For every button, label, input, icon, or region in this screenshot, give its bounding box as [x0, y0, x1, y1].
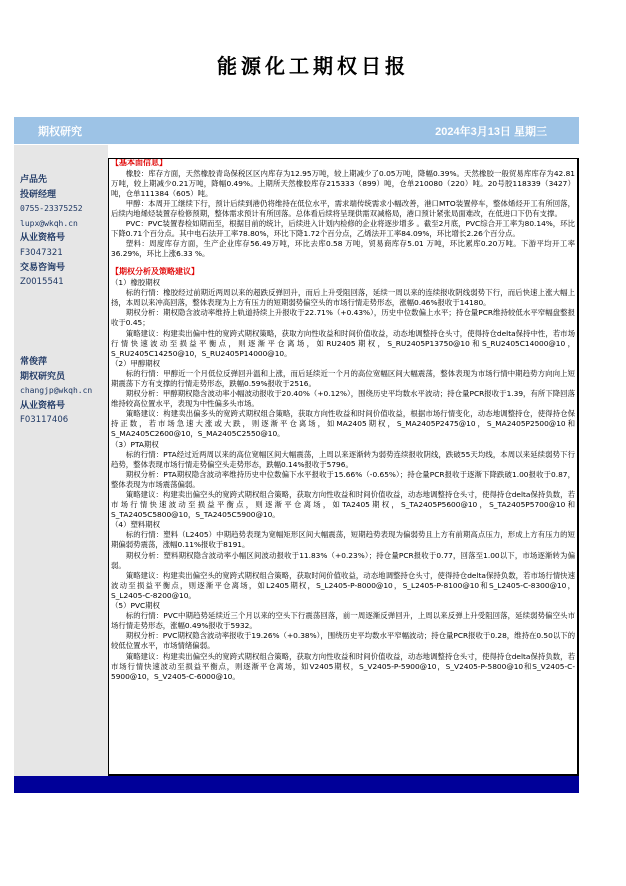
fundamentals-plastic: 塑料：周度库存方面，生产企业库存56.49万吨，环比去库0.58 万吨，贸易商库存5.01 万吨，环比累库0.20万吨。下游平均开工率36.29%，环比上涨6.33 %。: [111, 239, 575, 259]
consult-id: Z0015541: [20, 277, 64, 288]
market-text: 标的行情：橡胶经过前期近两周以来的超跌反弹回升，而后上升受阻回落，延续一周以来的连续报收阴线弱势下行，而后快速上涨大幅上扬，本周以来冲高回落，整体表现为上方有压力的短期弱势偏空头的市场行情走势形态，涨幅0.46%报收于14180。: [111, 288, 575, 308]
analysis-text: 期权分析：PTA期权隐含波动率维持历史中位数偏下水平报收于15.66%（-0.65%）；持仓量PCR报收于逐渐下降跌破1.00报收于0.87，整体表现为市场震荡偏弱。: [111, 469, 575, 489]
analysis-text: 期权分析：塑料期权隐含波动率小幅区间波动报收于11.83%（+0.23%）；持仓量PCR报收于0.77，回落至1.00以下，市场逐渐转为偏弱。: [111, 550, 575, 570]
analyst-name: 卢品先: [20, 175, 48, 185]
report-content: [108, 158, 579, 776]
analyst-name: 常俊萍: [20, 357, 48, 367]
category-label: 期权研究: [38, 125, 82, 138]
advice-text: 策略建议：构建卖出偏多头的宽跨式期权组合策略，获取方向性收益和时间价值收益，根据市场行情变化，动态地调整持仓，使得持仓保持正数，若市场急速大涨或大跌，则逐渐平仓离场，如MA2405期权，S_MA2405P2475@10，S_MA2405P2500@10和S_MA2405C2600@10，S_MA2405C2550@10。: [111, 409, 575, 439]
analyst-role: 期权研究员: [20, 371, 66, 382]
header-bar: [14, 117, 579, 144]
section-title: （5）PVC期权: [111, 601, 160, 611]
analysis-text: 期权分析：PVC期权隐含波动率报收于19.26%（+0.38%），围绕历史平均数水平窄幅波动；持仓量PCR报收于0.28，维持在0.50以下的较低位置水平，市场情绪偏弱。: [111, 631, 575, 651]
market-text: 标的行情：塑料（L2405）中期趋势表现为宽幅矩形区间大幅震荡，短期趋势表现为偏弱势且上方有前期高点压力，形成上方有压力的短期偏弱势震荡，涨幅0.11%报收于8191。: [111, 530, 575, 550]
analysis-text: 期权分析：甲醇期权隐含波动率小幅波动报收于20.40%（+0.12%），围绕历史平均数水平波动；持仓量PCR报收于1.39，有所下降回落维持较高位置水平，表现为中性偏多头市场。: [111, 389, 575, 409]
strategy-section-pta: [111, 440, 575, 521]
analyst-sidebar: [14, 145, 108, 776]
fundamentals-heading: 【基本面信息】: [111, 158, 167, 167]
section-title: （4）塑料期权: [111, 520, 161, 530]
section-title: （2）甲醇期权: [111, 358, 161, 368]
analyst-card: [20, 173, 83, 290]
strategy-section-methanol: [111, 359, 575, 440]
strategy-section-rubber: [111, 278, 575, 359]
strategy-heading: 【期权分析及策略建议】: [111, 267, 199, 277]
analyst-card: [20, 355, 92, 428]
strategy-section-pvc: [111, 601, 575, 682]
analyst-phone: 0755-23375252: [20, 204, 83, 214]
page-title: 能源化工期权日报: [217, 54, 409, 78]
strategy-section-plastic: [111, 520, 575, 601]
section-title: （3）PTA期权: [111, 439, 159, 449]
consult-label: 交易咨询号: [20, 262, 66, 273]
fundamentals-rubber: 橡胶：库存方面，天然橡胶青岛保税区区内库存为12.95万吨，较上期减少了0.05万吨，降幅0.39%。天然橡胶一般贸易库库存为42.81万吨，较上期减少0.21万吨，降幅0.49%。上期所天然橡胶库存215333（899）吨，仓单210080（220）吨。20号胶118339（3427）吨，仓单111384（605）吨。: [111, 168, 575, 198]
market-text: 标的行情：甲醇近一个月低位反弹回升温和上涨，而后延续近一个月的高位宽幅区间大幅震荡，整体表现为市场行情中期趋势方向向上短期震荡下方有支撑的行情走势形态，跌幅0.59%报收于2516。: [111, 368, 575, 388]
market-text: 标的行情：PTA经过近两周以来的高位宽幅区间大幅震荡，上周以来逐渐转为弱势连续报收阴线，跌破55天均线，本周以来延续弱势下行趋势，整体表现市场行情走势偏空头走势形态，跌幅0.14%报收于5796。: [111, 449, 575, 469]
advice-text: 策略建议：构建卖出偏空头的宽跨式期权组合策略，获取方向性收益和时间价值收益，动态地调整持仓头寸，使得持仓delta保持负数，若市场行情快速波动至损益平衡点，则逐渐平仓离场，如V2405期权，S_V2405-P-5900@10，S_V2405-P-5800@10和S_V2405-C-5900@10，S_V2405-C-6000@10。: [111, 651, 575, 681]
advice-text: 策略建议：构建卖出偏空头的宽跨式期权组合策略，获取方向性收益和时间价值收益，动态地调整持仓头寸，使得持仓delta保持负数，若市场行情快速波动至损益平衡点，则逐渐平仓离场，如TA2405期权，S_TA2405P5600@10，S_TA2405P5700@10和S_TA2405C5800@10，S_TA2405C5900@10。: [111, 490, 575, 520]
analyst-email[interactable]: lupx@wkqh.cn: [20, 218, 78, 228]
fundamentals-pvc: PVC：PVC装置春检如期而至，根据目前的统计，后续进入计划内检修的企业将逐步增多 。截至2月底，PVC综合开工率为80.14%，环比下降0.71个百分点。其中电石法开工率78.80%，环比下降1.72个百分点，乙烯法开工率84.09%，环比增长2.26个百分点。: [111, 219, 575, 239]
advice-text: 策略建议：构建卖出偏空头的宽跨式期权组合策略，获取时间价值收益，动态地调整持仓头寸，使得持仓delta保持负数，若市场行情快速波动至损益平衡点，则逐渐平仓离场，如L2405期权，S_L2405-P-8000@10，S_L2405-P-8100@10和S_L2405-C-8300@10，S_L2405-C-8200@10。: [111, 570, 575, 600]
fundamentals-methanol: 甲醇：本周开工继续下行，预计后续到港仍将维持在低位水平，需求端传统需求小幅改善，港口MTO装置停车，整体烯烃开工有所回落，后续内地烯烃装置存检修预期，整体需求预计有所回落。总体看后续将呈现供需双减格局，港口预计紧张局面难改，在低进口下仍有支撑。: [111, 198, 575, 218]
section-title: （1）橡胶期权: [111, 278, 161, 288]
analyst-role: 投研经理: [20, 189, 57, 200]
cert-label: 从业资格号: [20, 400, 66, 411]
report-date: 2024年3月13日 星期三: [435, 125, 547, 138]
cert-id: F03117406: [20, 415, 69, 426]
analyst-email[interactable]: changjp@wkqh.cn: [20, 386, 93, 396]
market-text: 标的行情：PVC中期趋势延续近三个月以来的空头下行震荡回落，前一周逐渐反弹回升，上周以来反弹上升受阻回落，延续弱势偏空头市场行情走势形态，涨幅0.49%报收于5932。: [111, 611, 575, 631]
analysis-text: 期权分析：期权隐含波动率维持上轨道持续上升报收于22.71%（+0.43%），历史中位数偏上水平；持仓量PCR维持较低水平窄幅盘整报收于0.45；: [111, 308, 575, 328]
cert-label: 从业资格号: [20, 233, 66, 244]
footer-bar: [14, 776, 579, 793]
advice-text: 策略建议：构建卖出偏中性的宽跨式期权策略，获取方向性收益和时间价值收益，动态地调整持仓头寸，使得持仓delta保持中性，若市场行情快速波动至损益平衡点，则逐渐平仓离场，如RU2405期权，S_RU2405P13750@10和S_RU2405C14000@10，S_RU2405C14250@10，S_RU2405P14000@10。: [111, 328, 575, 358]
cert-id: F3047321: [20, 247, 63, 258]
